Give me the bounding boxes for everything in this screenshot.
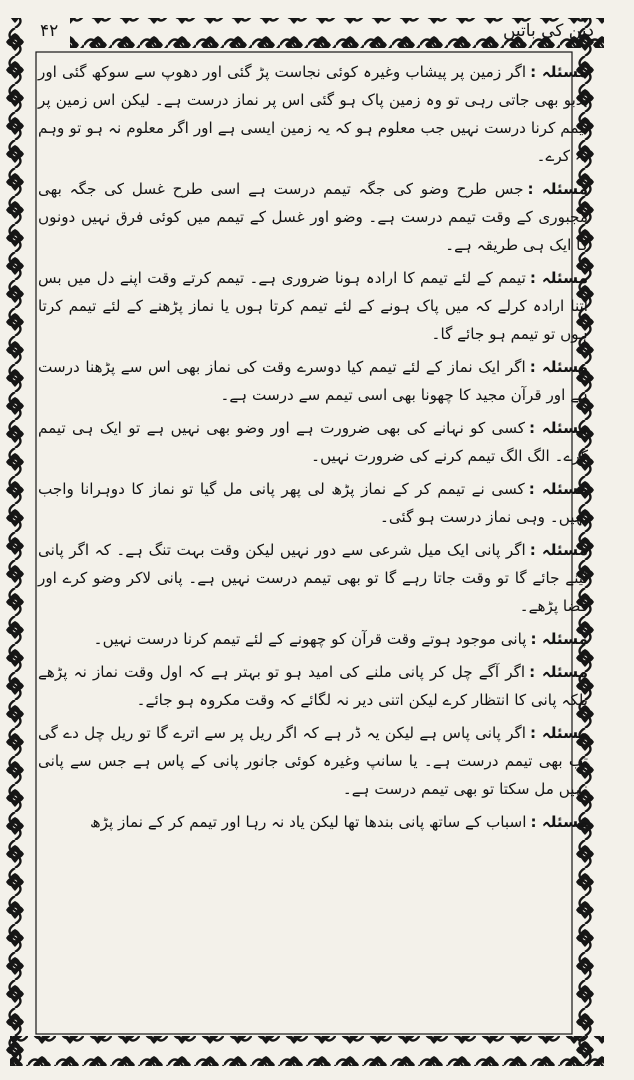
masala-label: مسئلہ : <box>529 663 588 681</box>
masala-label: مسئلہ : <box>530 63 588 81</box>
masala-text: اسباب کے ساتھ پانی بندھا تھا لیکن یاد نہ رہا اور تیمم کر کے نماز پڑھ <box>90 813 527 831</box>
masala-label: مسئلہ : <box>530 813 588 831</box>
masala-4 <box>38 353 588 409</box>
masala-label: مسئلہ : <box>529 358 588 376</box>
masala-7 <box>38 536 588 620</box>
masala-text: اگر آگے چل کر پانی ملنے کی امید ہو تو بہتر ہے کہ اول وقت نماز نہ پڑھے بلکہ پانی کا انتظار کرے لیکن اتنی دیر نہ لگائے کہ وقت مکروہ ہو جائے۔ <box>38 663 588 709</box>
masala-label: مسئلہ : <box>529 419 588 437</box>
masala-1 <box>38 58 588 170</box>
masala-text: کسی کو نہانے کی بھی ضرورت ہے اور وضو بھی نہیں ہے تو ایک ہی تیمم کرے۔ الگ الگ تیمم کرنے کی ضرورت نہیں۔ <box>38 419 588 465</box>
masala-label: مسئلہ : <box>529 541 588 559</box>
masala-text: جس طرح وضو کی جگہ تیمم درست ہے اسی طرح غسل کی جگہ بھی مجبوری کے وقت تیمم درست ہے۔ وضو اور غسل کے تیمم میں کوئی فرق نہیں دونوں کا ایک ہی طریقہ ہے۔ <box>38 180 588 254</box>
page-number: ۴۲ <box>40 21 59 41</box>
masala-text: اگر زمین پر پیشاب وغیرہ کوئی نجاست پڑ گئی اور دھوپ سے سوکھ گئی اور بدبو بھی جاتی رہی تو وہ زمین پاک ہو گئی اس پر نماز درست ہے۔ لیکن اس زمین پر تیمم کرنا درست نہیں جب معلوم ہو کہ یہ زمین ایسی ہے اور اگر معلوم نہ ہو تو وہم نہ کرے۔ <box>38 63 588 165</box>
masala-text: پانی موجود ہوتے وقت قرآن کو چھونے کے لئے تیمم کرنا درست نہیں۔ <box>93 630 527 648</box>
masala-3 <box>38 264 588 348</box>
masala-10 <box>38 719 588 803</box>
masala-9 <box>38 658 588 714</box>
book-title: دین کی باتیں <box>502 21 594 41</box>
masala-label: مسئلہ : <box>530 724 588 742</box>
masala-5 <box>38 414 588 470</box>
masala-label: مسئلہ : <box>528 480 588 498</box>
masala-6 <box>38 475 588 531</box>
masala-label: مسئلہ : <box>527 180 588 198</box>
masala-text: تیمم کے لئے تیمم کا ارادہ ہونا ضروری ہے۔ تیمم کرتے وقت اپنے دل میں بس اتنا ارادہ کرلے کہ میں پاک ہونے کے لئے تیمم کرتا ہوں یا نماز پڑھنے کے لئے تیمم کرتا ہوں تو تیمم ہو جائے گا۔ <box>38 269 588 343</box>
page-body <box>38 58 588 1036</box>
masala-2 <box>38 175 588 259</box>
masala-label: مسئلہ : <box>529 269 588 287</box>
masala-text: اگر پانی ایک میل شرعی سے دور نہیں لیکن وقت بہت تنگ ہے۔ کہ اگر پانی لینے جائے گا تو وقت جاتا رہے گا تو بھی تیمم درست نہیں ہے۔ پانی لاکر وضو کرے اور قضا پڑھے۔ <box>38 541 588 615</box>
masala-11 <box>38 808 588 836</box>
masala-text: اگر پانی پاس ہے لیکن یہ ڈر ہے کہ اگر ریل پر سے اترے گا تو ریل چل دے گی تب بھی تیمم درست ہے۔ یا سانپ وغیرہ کوئی جانور پانی کے پاس ہے جس سے پانی نہیں مل سکتا تو بھی تیمم درست ہے۔ <box>38 724 588 798</box>
page-header <box>40 14 594 48</box>
masala-text: کسی نے تیمم کر کے نماز پڑھ لی پھر پانی مل گیا تو نماز کا دوہرانا واجب نہیں۔ وہی نماز درست ہو گئی۔ <box>38 480 588 526</box>
masala-label: مسئلہ : <box>530 630 588 648</box>
masala-8 <box>38 625 588 653</box>
masala-text: اگر ایک نماز کے لئے تیمم کیا دوسرے وقت کی نماز بھی اس سے پڑھنا درست ہے اور قرآن مجید کا چھونا بھی اسی تیمم سے درست ہے۔ <box>38 358 588 404</box>
